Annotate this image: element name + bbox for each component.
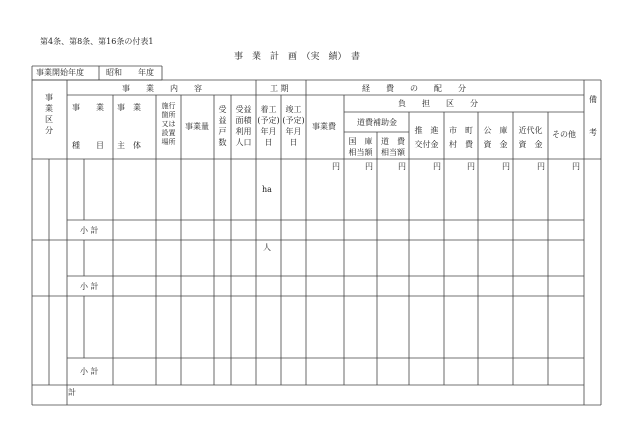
unit-en-jigyohi: 円: [332, 162, 340, 171]
unit-ha: ha: [262, 185, 272, 194]
header-suishin: 推 進 交付金: [414, 126, 439, 149]
header-jigyo2: 事 業: [117, 103, 141, 112]
unit-en-shichoson: 円: [467, 162, 475, 171]
header-juekikosu: 受 益 戸 数: [218, 105, 227, 147]
unit-nin: 人: [263, 243, 271, 252]
unit-en-dohi: 円: [398, 162, 406, 171]
header-jigyo: 事 業: [72, 103, 104, 112]
subtotal-label-2: 小 計: [80, 282, 99, 291]
header-dohi-hojokin: 道費補助金: [357, 118, 397, 127]
unit-en-koko: 円: [502, 162, 510, 171]
total-label: 計: [68, 388, 76, 397]
header-dohi: 道 費 相当額: [381, 137, 405, 157]
header-jigyo-naiyo: 事 業 内 容: [122, 84, 202, 93]
header-juekimenseki: 受益 面積 利用 人口: [235, 105, 252, 147]
unit-en-kindaika: 円: [537, 162, 545, 171]
header-jigyohi: 事業費: [312, 122, 336, 131]
start-year-label: 事業開始年度: [36, 68, 84, 77]
header-jigyoryo: 事業量: [185, 122, 209, 131]
header-kindaika: 近代化 資 金: [518, 126, 543, 149]
header-shunko: 竣工 (予定) 年月 日: [282, 105, 305, 147]
header-kokko: 国 庫 相当額: [348, 137, 373, 157]
unit-en-sonota: 円: [572, 162, 580, 171]
header-koko: 公 庫 資 金: [483, 126, 508, 149]
start-year-value: 昭和 年度: [106, 68, 154, 77]
header-shutai: 主 体: [117, 141, 141, 150]
header-koki: 工 期: [270, 84, 289, 93]
subtotal-label-1: 小 計: [80, 226, 99, 235]
header-shichoson: 市 町 村 費: [449, 126, 473, 149]
header-chakko: 着工 (予定) 年月 日: [257, 105, 280, 147]
page-title: 事 業 計 画 （実 績） 書: [234, 52, 361, 62]
form-note: 第4条、第8条、第16条の付表1: [40, 37, 154, 46]
header-keihi-haibun: 経 費 の 配 分: [362, 84, 466, 93]
header-futan-kubun: 負 担 区 分: [398, 99, 478, 108]
subtotal-label-3: 小 計: [80, 367, 99, 376]
unit-en-kokko: 円: [365, 162, 373, 171]
header-biko: 備 考: [589, 95, 597, 137]
header-shumoku: 種 目: [72, 141, 104, 150]
header-sonota: その他: [552, 130, 576, 139]
header-jigyo-kubun: 事 業 区 分: [45, 93, 53, 135]
header-shiko: 施行 箇所 又は 設置 場所: [161, 102, 176, 146]
unit-en-suishin: 円: [433, 162, 441, 171]
